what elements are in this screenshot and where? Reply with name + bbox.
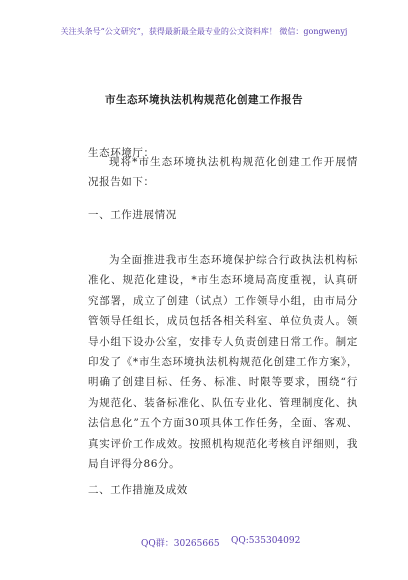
document-title: 市生态环境执法机构规范化创建工作报告 (105, 94, 303, 106)
salutation: 生态环境厅： (88, 147, 155, 159)
intro-text: 现将*市生态环境执法机构规范化创建工作开展情况报告如下： (88, 156, 358, 189)
section1-body: 为全面推进我市生态环境保护综合行政执法机构标准化、规范化建设，*市生态环境局高度重视，认真研究部署，成立了创建（试点）工作领导小组，由市局分管领导任组长，成员包括各相关科室、单位负责人。领导小组下设办公室，安排专人负责创建日常工作。制定印发了《*市生态环境执法机构规范化创建工作方案》，明确了创建目标、任务、标准、时限等要求，围绕“行为规范化、装备标准化、队伍专业化、管理制度化、执法信息化”五个方面30项具体工作任务，全面、客观、真实评价工作成效。按照机构规范化考核自评细则，我局自评得分86分。 (88, 254, 358, 471)
section2-heading: 二、工作措施及成效 (88, 484, 188, 496)
header-note: 关注头条号“公文研究”，获得最新最全最专业的公文资料库！ 微信：gongwenyj (60, 27, 348, 36)
footer-qq-group: QQ群：30265665 (141, 539, 220, 549)
section1-heading: 一、工作进展情况 (88, 209, 177, 221)
footer-qq: QQ:535304092 (231, 536, 301, 546)
